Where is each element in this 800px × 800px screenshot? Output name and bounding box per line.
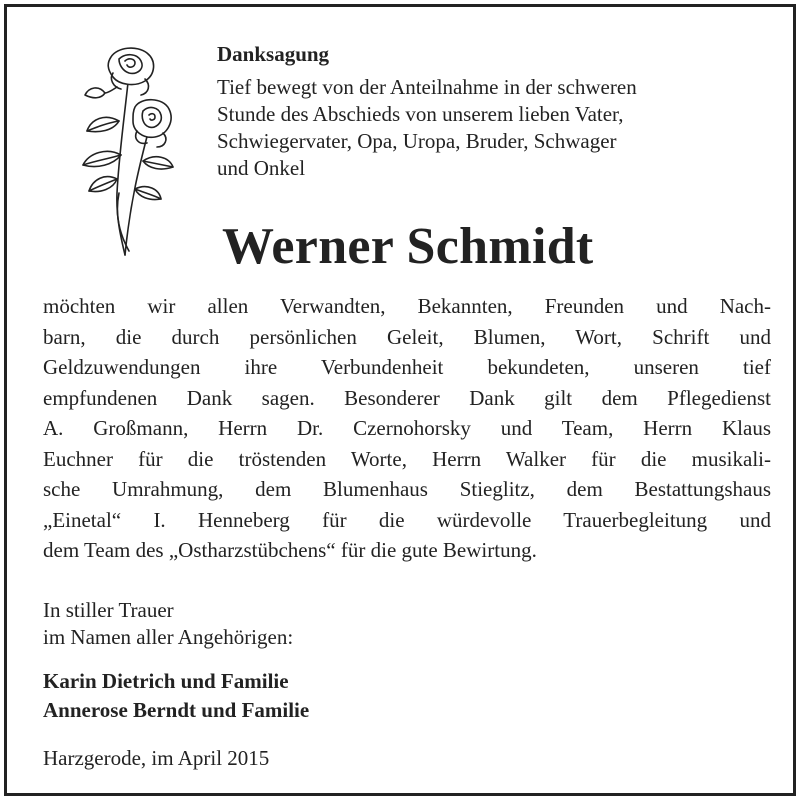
place-date: Harzgerode, im April 2015 — [43, 746, 270, 770]
signoff — [43, 597, 293, 651]
header-block — [217, 41, 777, 182]
intro-line: Stunde des Abschieds von unserem lieben Vater, — [217, 102, 624, 126]
notice-frame — [4, 4, 796, 796]
notice-heading: Danksagung — [217, 42, 330, 66]
body-line: Geldzuwendungen ihre Verbundenheit bekundeten, unseren tief — [43, 355, 771, 379]
family-names — [43, 667, 309, 725]
intro-text — [217, 74, 777, 182]
signoff-line: In stiller Trauer — [43, 598, 174, 622]
signoff-line: im Namen aller Angehörigen: — [43, 625, 294, 649]
family-name: Annerose Berndt und Familie — [43, 698, 310, 722]
body-line: möchten wir allen Verwandten, Bekannten, Freunden und Nach- — [43, 294, 771, 318]
intro-line: und Onkel — [217, 156, 306, 180]
body-line: empfundenen Dank sagen. Besonderer Dank gilt dem Pflegedienst — [43, 385, 771, 410]
intro-line: Schwiegervater, Opa, Uropa, Bruder, Schwager — [217, 129, 617, 153]
thanks-body — [43, 291, 771, 566]
body-line: Euchner für die tröstenden Worte, Herrn Walker für die musikali- — [43, 446, 771, 471]
body-line: sche Umrahmung, dem Blumenhaus Stieglitz, dem Bestattungshaus — [43, 477, 771, 501]
body-line: „Einetal“ I. Henneberg für die würdevolle Trauerbegleitung und — [43, 507, 771, 532]
body-line: A. Großmann, Herrn Dr. Czernohorsky und Team, Herrn Klaus — [43, 416, 771, 440]
rose-icon — [59, 43, 179, 263]
body-line: barn, die durch persönlichen Geleit, Blumen, Wort, Schrift und — [43, 324, 771, 349]
body-line: dem Team des „Ostharzstübchens“ für die gute Bewirtung. — [43, 538, 537, 562]
deceased-name: Werner Schmidt — [222, 218, 594, 275]
family-name: Karin Dietrich und Familie — [43, 669, 289, 693]
intro-line: Tief bewegt von der Anteilnahme in der schweren — [217, 75, 637, 99]
